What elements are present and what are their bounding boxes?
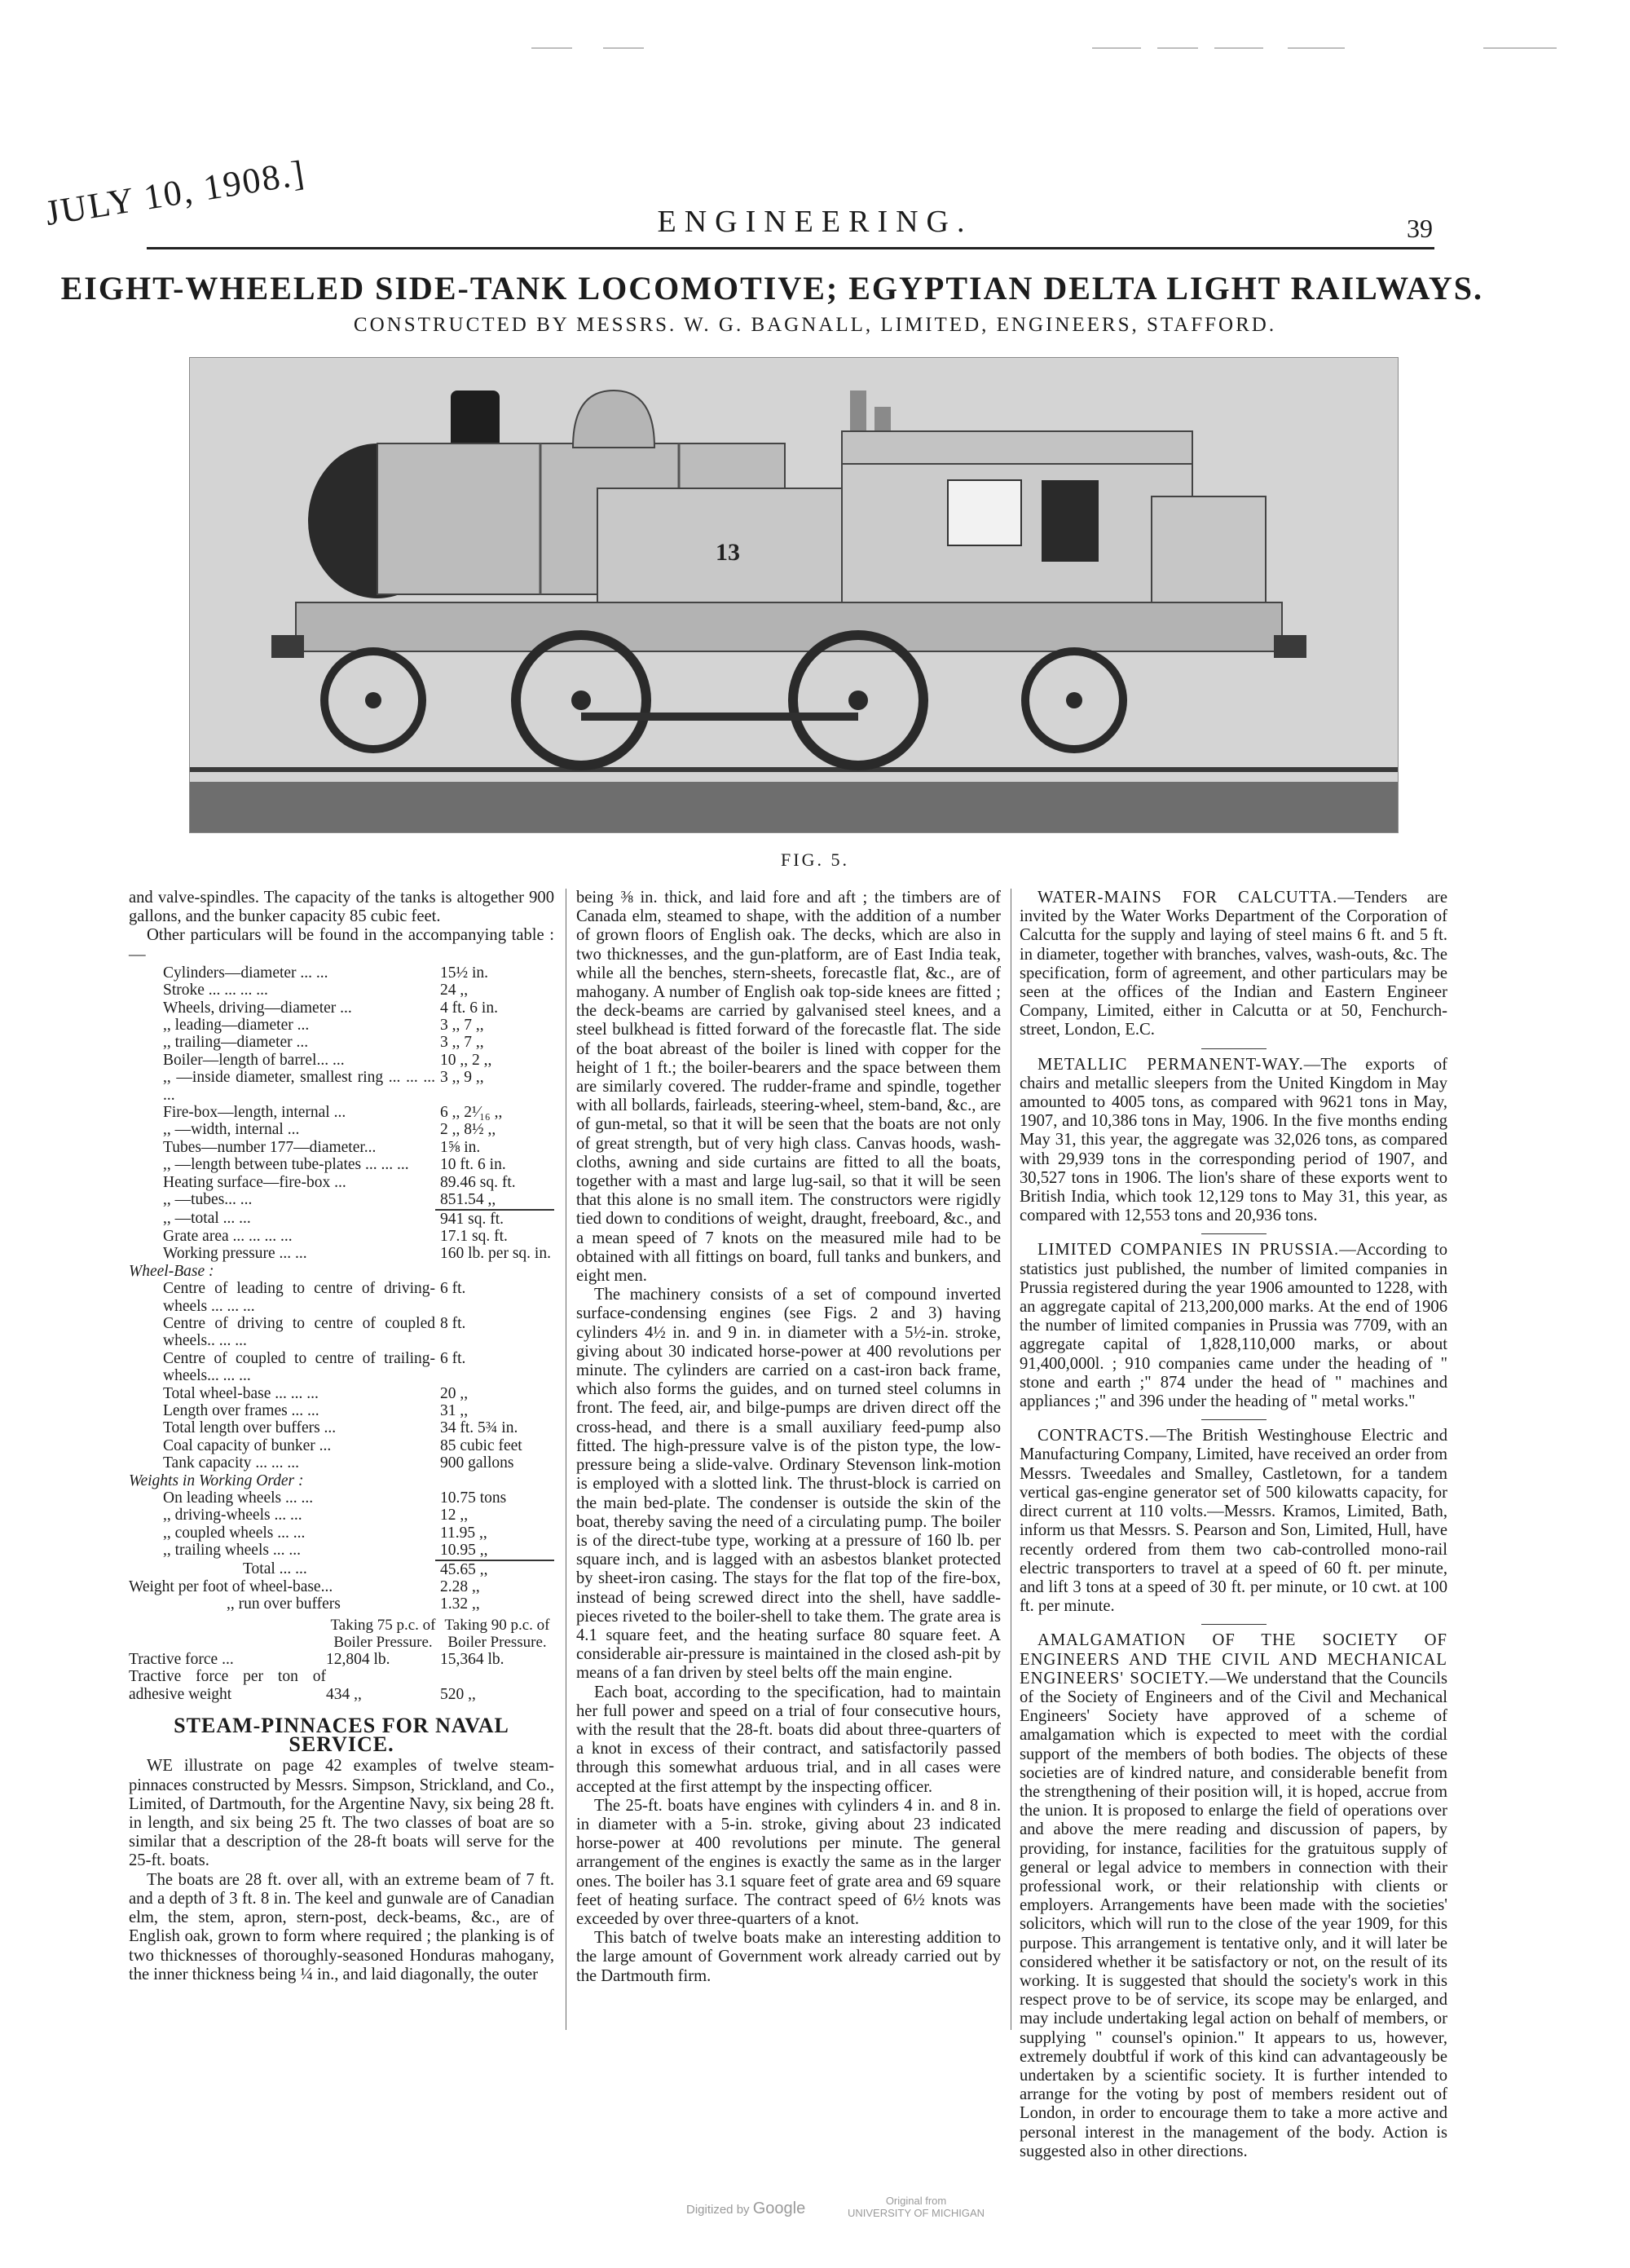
spec-label: ,, run over buffers: [227, 1595, 341, 1613]
spec-label: Grate area ... ... ... ...: [163, 1227, 293, 1245]
tractive-value: 12,804 lb.: [326, 1650, 390, 1668]
top-rule: [1092, 47, 1141, 49]
table-row: [129, 1156, 554, 1173]
spec-value: 20 ,,: [440, 1384, 469, 1402]
total-value: 45.65 ,,: [435, 1560, 554, 1578]
wheelbase-heading: Wheel-Base :: [129, 1262, 214, 1280]
paragraph: The 25-ft. boats have engines with cylinders 4 in. and 8 in. in diameter with a 5-in. stroke, giving about 23 indicated horse-power at 400 revolutions per minute. The general arrangement of the engines is exactly the same as in the larger ones. The boiler has 3.1 square feet of grate area and 69 square feet of heating surface. The contract speed of 6½ knots was exceeded by over three-quarters of a knot.: [576, 1796, 1001, 1928]
table-row: [129, 1578, 554, 1595]
spec-value: 2.28 ,,: [440, 1578, 480, 1596]
column-2: [576, 889, 1001, 1986]
top-rule: [1157, 47, 1198, 49]
digitized-prefix: Digitized by: [686, 2203, 750, 2217]
spec-value: 900 gallons: [440, 1454, 514, 1472]
table-row: [129, 1350, 554, 1385]
paragraph: [1020, 889, 1447, 1040]
table-row: [129, 1385, 554, 1402]
paragraph: [1020, 1631, 1447, 2161]
spec-label: ,, —length between tube-plates ... ... ...: [163, 1156, 409, 1174]
table-row: [129, 1210, 554, 1228]
spec-value: 89.46 sq. ft.: [440, 1173, 516, 1191]
spec-value: 160 lb. per sq. in.: [440, 1245, 551, 1263]
spec-label: Weight per foot of wheel-base...: [129, 1578, 333, 1596]
table-row: [129, 1052, 554, 1069]
spec-label: Total wheel-base ... ... ...: [163, 1384, 319, 1402]
tractive-label: Tractive force ...: [129, 1650, 234, 1668]
spec-value: 12 ,,: [440, 1507, 469, 1525]
locomotive-illustration: [190, 358, 1398, 832]
tractive-value: 434 ,,: [326, 1685, 362, 1703]
table-row: [129, 999, 554, 1017]
spec-value: 10.75 tons: [440, 1489, 507, 1507]
spec-label: Heating surface—fire-box ...: [163, 1173, 346, 1191]
paragraph: [1020, 1056, 1447, 1226]
locomotive-figure: [189, 357, 1399, 833]
pressure-head: Taking 90 p.c. of Boiler Pressure.: [444, 1616, 550, 1651]
table-row: [129, 1280, 554, 1315]
spec-value: 17.1 sq. ft.: [440, 1227, 508, 1245]
table-row: [129, 1402, 554, 1419]
spec-label: ,, —width, internal ...: [163, 1121, 300, 1139]
table-row: [129, 1104, 554, 1121]
note-heading: METALLIC PERMANENT-WAY.: [1037, 1055, 1304, 1074]
table-row: [129, 1472, 554, 1489]
spec-label: ,, trailing—diameter ...: [163, 1034, 309, 1052]
spec-label: On leading wheels ... ...: [163, 1489, 314, 1507]
spec-label: Coal capacity of bunker ...: [163, 1436, 332, 1454]
table-row: [129, 1489, 554, 1507]
spec-value: 941 sq. ft.: [435, 1210, 554, 1228]
spec-label: ,, driving-wheels ... ...: [163, 1507, 302, 1525]
spec-value: 15½ in.: [440, 964, 489, 982]
table-row: [129, 1437, 554, 1454]
table-row: [129, 1419, 554, 1436]
top-rule: [531, 47, 572, 49]
table-row: [129, 1017, 554, 1034]
paragraph: WE illustrate on page 42 examples of twelve steam-pinnaces constructed by Messrs. Simpson, Strickland, and Co., Limited, of Dartmouth, for the Argentine Navy, six being 28 ft. in length, and six being 25 ft. The two classes of boat are so similar that a description of the 28-ft boats will serve for the 25-ft. boats.: [129, 1757, 554, 1870]
table-row: [129, 1191, 554, 1209]
column-1: [129, 889, 554, 1984]
spec-value: 3 ,, 9 ,,: [440, 1069, 484, 1087]
table-row: [129, 1454, 554, 1472]
table-row: [129, 1069, 554, 1104]
tractive-label: Tractive force per ton of adhesive weight: [129, 1668, 326, 1703]
issue-date: JULY 10, 1908.]: [42, 152, 309, 234]
spec-value: 6 ft.: [440, 1349, 466, 1367]
chimney-shape: [451, 391, 500, 452]
spec-value: 3 ,, 7 ,,: [440, 1017, 484, 1035]
paragraph: The machinery consists of a set of compound inverted surface-condensing engines (see Figs. 2 and 3) having cylinders 4½ in. and 9 in. in diameter with a 5½-in. stroke, giving about 30 indicated horse-power at 400 revolutions per minute. The cylinders are carried on a cast-iron back frame, which also forms the guides, and on turned steel columns in front. The feed, air, and bilge-pumps are driven direct off the cross-head, and there is a small auxiliary feed-pump also fitted. The high-pressure valve is of the piston type, the low-pressure being a slide-valve. Ordinary Stevenson link-motion is employed with a slotted link. The thrust-block is carried on the main bed-plate. The condenser is outside the skin of the boat, thereby saving the need of a circulating pump. The boiler is of the direct-tube type, working at a pressure of 160 lb. per square inch, and is lagged with an asbestos blanket protected by sheet-iron casing. The stays for the flat top of the fire-box, instead of being screwed direct into the shell, have saddle-pieces riveted to the boiler-shell to take them. The grate area is 4.1 square feet, and the heating surface 80 square feet. A considerable air-pressure is maintained in the closed ash-pit by means of a fan driven by steel belts off the main engine.: [576, 1286, 1001, 1683]
figure-caption: FIG. 5.: [781, 849, 849, 870]
top-rule: [1288, 47, 1345, 49]
pressure-column-heads: [129, 1617, 554, 1651]
table-row: [129, 982, 554, 999]
spec-value: 10 ft. 6 in.: [440, 1156, 506, 1174]
total-label: Total ... ...: [243, 1560, 307, 1577]
tractive-table: [129, 1651, 554, 1703]
journal-title: ENGINEERING.: [657, 205, 973, 239]
spec-value: 8 ft.: [440, 1314, 466, 1332]
spec-label: ,, trailing wheels ... ...: [163, 1542, 301, 1560]
spec-label: Centre of driving to centre of coupled wheels.. ... ...: [163, 1314, 435, 1350]
article-title: EIGHT-WHEELED SIDE-TANK LOCOMOTIVE; EGYPTIAN DELTA LIGHT RAILWAYS.: [60, 270, 1483, 307]
top-rule: [603, 47, 644, 49]
divider: [1201, 1048, 1267, 1049]
spec-value: 34 ft. 5¾ in.: [440, 1419, 518, 1437]
particulars-table: [129, 964, 554, 1613]
original-credit: [848, 2195, 985, 2219]
note-body: —According to statistics just published, the number of limited companies in Prussia registered during the year 1906 amounted to 1228, with an aggregate capital of 213,200,000 marks. At the end of 1906 the number of limited companies in Prussia was 7709, with an aggregate capital of 1,828,110,000 marks, or about 91,400,000l. ; 910 companies came under the heading of " stone and earth ;" 874 under the head of " machines and appliances ;" and 396 under the heading of " metal works.": [1020, 1241, 1448, 1411]
spec-label: Fire-box—length, internal ...: [163, 1104, 346, 1122]
spec-value: 10 ,, 2 ,,: [440, 1051, 492, 1069]
table-row: [129, 1228, 554, 1245]
table-row: [129, 1525, 554, 1542]
original-line: UNIVERSITY OF MICHIGAN: [848, 2207, 985, 2219]
table-row: [129, 1315, 554, 1350]
top-rule: [1483, 47, 1557, 49]
note-heading: CONTRACTS.: [1037, 1427, 1150, 1445]
spec-value: 24 ,,: [440, 982, 469, 999]
table-row: [129, 1139, 554, 1156]
paragraph: [1020, 1241, 1447, 1411]
spec-label: Length over frames ... ...: [163, 1401, 319, 1419]
table-row: [129, 1542, 554, 1560]
pressure-head: Taking 75 p.c. of Boiler Pressure.: [330, 1616, 436, 1651]
spec-label: Total length over buffers ...: [163, 1419, 337, 1437]
table-row: [129, 1507, 554, 1524]
note-body: —The exports of chairs and metallic sleepers from the United Kingdom in May amounted to 4005 tons, as compared with 9621 tons in May, 1907, and 10,386 tons in May, 1906. In the five months ending May 31, this year, the aggregate was 32,026 tons, as compared with 29,939 tons in the corresponding period of 1907, and 30,527 tons in 1906. The lion's share of these exports went to British India, which took 12,129 tons to May 31, this year, as compared with 12,553 tons and 20,936 tons.: [1020, 1055, 1447, 1225]
spec-label: ,, leading—diameter ...: [163, 1017, 310, 1035]
article-subtitle: CONSTRUCTED BY MESSRS. W. G. BAGNALL, LIMITED, ENGINEERS, STAFFORD.: [353, 314, 1277, 336]
paragraph: [1020, 1427, 1447, 1616]
spec-value: 4 ft. 6 in.: [440, 999, 498, 1017]
spec-label: Working pressure ... ...: [163, 1245, 307, 1263]
spec-label: Centre of leading to centre of driving-wheels ... ... ...: [163, 1280, 435, 1315]
paragraph: This batch of twelve boats make an interesting addition to the large amount of Government work already carried out by the Dartmouth firm.: [576, 1929, 1001, 1985]
table-row: [129, 1560, 554, 1578]
section-heading: STEAM-PINNACES FOR NAVAL SERVICE.: [174, 1714, 509, 1757]
original-line: Original from: [885, 2195, 947, 2207]
spec-value: 851.54 ,,: [440, 1191, 496, 1209]
digitized-brand: Google: [752, 2200, 806, 2217]
spec-value: 11.95 ,,: [440, 1524, 487, 1542]
spec-label: ,, coupled wheels ... ...: [163, 1524, 306, 1542]
tractive-value: 15,364 lb.: [440, 1650, 504, 1668]
divider: [1201, 1624, 1267, 1625]
spec-label: ,, —total ... ...: [163, 1209, 251, 1227]
note-body: —The British Westinghouse Electric and Manufacturing Company, Limited, have received an order from Messrs. Tweedales and Smalley, Castletown, for a tandem vertical gas-engine generator set of 500 kilowatts capacity, for direct current at 110 volts.—Messrs. Kramos, Limited, Bath, inform us that Messrs. S. Pearson and Son, Limited, Hull, have recently ordered from them two cab-controlled mono-rail electric transporters to travel at a speed of 60 ft. per minute, and lift 3 tons at a speed of 30 ft. per minute, or 10 cwt. at 100 ft. per minute.: [1020, 1427, 1447, 1616]
spec-value: 6 ,, 2¹⁄₁₆ ,,: [440, 1104, 503, 1122]
paragraph: Other particulars will be found in the accompanying table :—: [129, 926, 554, 964]
spec-label: ,, —tubes... ...: [163, 1191, 253, 1209]
spec-label: Centre of coupled to centre of trailing-wheels... ... ...: [163, 1349, 435, 1385]
spec-value: 3 ,, 7 ,,: [440, 1034, 484, 1052]
spec-label: Tubes—number 177—diameter...: [163, 1138, 377, 1156]
table-row: [129, 1245, 554, 1262]
spec-value: 85 cubic feet: [440, 1436, 522, 1454]
spec-label: Tank capacity ... ... ...: [163, 1454, 300, 1472]
note-body: —We understand that the Councils of the Society of Engineers and of the Civil and Mechanical Engineers' Society have approved of a scheme of amalgamation which is expected to meet with the cordial support of the members of both bodies. The objects of these societies are of kindred nature, and considerable benefit from the strengthening of their position will, it is hoped, accrue from the union. It is proposed to enlarge the field of operations over and above the mere reading and discussion of papers, by providing, for instance, facilities for the gratuitous supply of general or legal advice to members in connection with their professional work, or their relationship with clients or employers. Arrangements have been made with the societies' solicitors, which will run to the close of the year 1909, for this purpose. This arrangement is tentative only, and it will later be considered whether it be satisfactory or not, on the result of its working. It is suggested that should the society's work in this respect prove to be of service, its scope may be enlarged, and may include undertaking legal action on behalf of members, or supplying " counsel's opinion." It appears to us, however, extremely doubtful if work of this kind can advantageously be undertaken by a scientific society. It is further intended to arrange for the voting by post of members resident out of London, in order to encourage them to take a more active and personal interest in the management of the body. Action is suggested also in other directions.: [1020, 1669, 1447, 2160]
spec-label: ,, —inside diameter, smallest ring ... ... ... ...: [163, 1069, 435, 1104]
paragraph: being ⅜ in. thick, and laid fore and aft ; the timbers are of Canada elm, steamed to shape, with the addition of a number of grown floors of English oak. The decks, which are also in two thicknesses, and the gun-platform, are of East India teak, while all the benches, stern-sheets, forecastle flat, &c., are of mahogany. A number of English oak top-side knees are fitted ; the deck-beams are carried by galvanised steel knees, and a steel bulkhead is fitted forward of the forecastle flat. The side of the boat abreast of the boiler is lined with copper for the height of 1 ft.; the boiler-bearers and the space between them are similarly covered. The rudder-frame and spindle, together with all bollards, fairleads, steering-wheel, stem-band, &c., are of gun-metal, so that it will be seen that the boats are not only of great strength, but of very high class. Canvas hoods, wash-cloths, awning and side curtains are fitted to all the boats, together with a mast and large lug-sail, so that it will be seen that this alone is no small item. The constructors were rigidly tied down to conditions of weight, draught, freeboard, &c., and a mean speed of 7 knots on the measured mile had to be obtained with all fittings on board, full tanks and bunkers, and eight men.: [576, 889, 1001, 1286]
spec-label: Boiler—length of barrel... ...: [163, 1051, 345, 1069]
weights-heading: Weights in Working Order :: [129, 1472, 304, 1489]
digitized-credit: [686, 2200, 805, 2218]
table-row: [129, 1651, 554, 1668]
spec-value: 1.32 ,,: [440, 1595, 480, 1613]
paragraph: and valve-spindles. The capacity of the tanks is altogether 900 gallons, and the bunker capacity 85 cubic feet.: [129, 889, 554, 926]
spec-label: Cylinders—diameter ... ...: [163, 964, 328, 982]
header-rule: [147, 247, 1434, 249]
number-plate: 13: [716, 539, 740, 566]
note-heading: LIMITED COMPANIES IN PRUSSIA.: [1037, 1241, 1340, 1260]
divider: [1201, 1419, 1267, 1420]
note-body: —Tenders are invited by the Water Works Department of the Corporation of Calcutta for the supply and laying of steel mains 6 ft. and 5 ft. in diameter, together with branches, valves, wash-outs, &c. The specification, form of agreement, and other particulars may be seen at the offices of the Indian and Eastern Engineer Company, Limited, either in Calcutta or at 50, Fenchurch-street, London, E.C.: [1020, 889, 1447, 1039]
table-row: [129, 1174, 554, 1191]
paragraph: Each boat, according to the specification, had to maintain her full power and speed on a trial of four consecutive hours, with the result that the 28-ft. boats did about three-quarters of a knot in excess of their contract, and satisfactorily passed through this somewhat arduous trial, and in all cases were accepted at the first attempt by the inspecting officer.: [576, 1683, 1001, 1796]
paragraph: The boats are 28 ft. over all, with an extreme beam of 7 ft. and a depth of 3 ft. 8 in. The keel and gunwale are of Canadian elm, the stem, apron, stern-post, deck-beams, &c., are of English oak, grown to form where required ; the planking is of two thicknesses of thoroughly-seasoned Honduras mahogany, the inner thickness being ¼ in., and laid diagonally, the outer: [129, 1870, 554, 1983]
spec-value: 10.95 ,,: [440, 1542, 488, 1560]
spec-value: 1⅝ in.: [440, 1138, 481, 1156]
spec-value: 6 ft.: [440, 1280, 466, 1298]
table-row: [129, 1263, 554, 1280]
page-number: 39: [1407, 214, 1433, 243]
top-rule: [1214, 47, 1263, 49]
spec-value: 31 ,,: [440, 1401, 469, 1419]
note-heading: WATER-MAINS FOR CALCUTTA.: [1037, 889, 1338, 907]
table-row: [129, 964, 554, 982]
spec-label: Stroke ... ... ... ...: [163, 982, 268, 999]
divider: [1201, 1233, 1267, 1234]
table-row: [129, 1034, 554, 1051]
note-heading: AMALGAMATION OF THE SOCIETY OF ENGINEERS AND THE CIVIL AND MECHANICAL ENGINEERS' SOCIETY.: [1020, 1631, 1447, 1688]
table-row: [129, 1668, 554, 1703]
spec-value: 2 ,, 8½ ,,: [440, 1121, 496, 1139]
column-3: [1020, 889, 1447, 2161]
table-row: [129, 1595, 554, 1613]
tractive-value: 520 ,,: [440, 1685, 476, 1703]
table-row: [129, 1121, 554, 1138]
spec-label: Wheels, driving—diameter ...: [163, 999, 352, 1017]
